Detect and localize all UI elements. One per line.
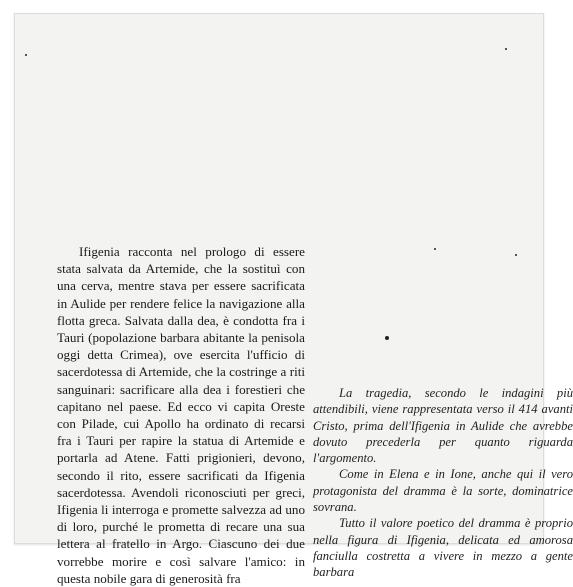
left-column: [57, 243, 305, 587]
book-page: [14, 13, 573, 586]
right-column: [313, 385, 573, 581]
scan-speck: [505, 48, 507, 50]
commentary-paragraph-3: Tutto il valore poetico del dramma è proprio nella figura di Ifigenia, delicata ed amorosa fanciulla costretta a vivere in mezzo a gente barbara: [313, 516, 573, 580]
scan-speck: [434, 248, 436, 250]
commentary-paragraph-1: La tragedia, secondo le indagini più attendibili, viene rappresentata verso il 414 avanti Cristo, prima dell'Ifigenia in Aulide che avrebbe dovuto precederla per quanto riguarda l'argomento.: [313, 386, 573, 466]
scan-speck: [25, 54, 27, 56]
scan-speck: [385, 336, 389, 340]
synopsis-paragraph: Ifigenia racconta nel prologo di essere stata salvata da Artemide, che la sostituì con una cerva, mentre stava per essere sacrificata in Aulide per rendere felice la navigazione alla flotta greca. Salvata dalla dea, è condotta fra i Tauri (popolazione barbara abitante la penisola oggi detta Crimea), ove esercita l'ufficio di sacerdotessa di Artemide, che la costringe a riti sanguinari: sacrificare alla dea i forestieri che capitano nel paese. Ed ecco vi capita Oreste con Pilade, cui Apollo ha ordinato di recarsi fra i Tauri per rapire la statua di Artemide e portarla ad Atene. Fatti prigionieri, devono, secondo il rito, essere sacrificati da Ifigenia sacerdotessa. Avendoli riconosciuti per greci, Ifigenia li interroga e promette salvezza ad uno di loro, purché le prometta di recare una sua lettera al fratello in Argo. Ciascuno dei due vorrebbe morire e così salvare l'amico: in questa nobile gara di generosità fra: [57, 244, 305, 586]
commentary-paragraph-2: Come in Elena e in Ione, anche qui il vero protagonista del dramma è la sorte, dominatrice sovrana.: [313, 467, 573, 515]
scan-speck: [515, 254, 517, 256]
